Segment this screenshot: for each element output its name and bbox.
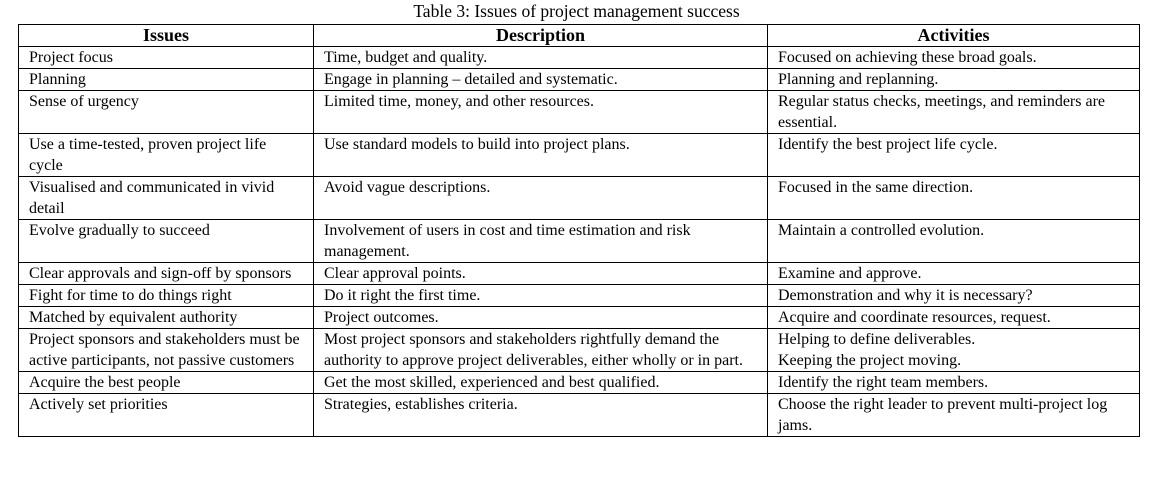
table-row [19,307,1140,329]
cell-activity: Maintain a controlled evolution. [768,220,1140,263]
cell-activity: Regular status checks, meetings, and reminders are essential. [768,91,1140,134]
table-row [19,329,1140,372]
cell-activity: Focused in the same direction. [768,177,1140,220]
cell-activity: Acquire and coordinate resources, request. [768,307,1140,329]
table-caption: Table 3: Issues of project management success [413,1,740,21]
table-row [19,91,1140,134]
table-row [19,285,1140,307]
cell-issue: Actively set priorities [19,394,314,437]
cell-description: Project outcomes. [314,307,768,329]
cell-description: Involvement of users in cost and time estimation and risk management. [314,220,768,263]
table-row [19,394,1140,437]
header-issues: Issues [19,25,314,47]
cell-activity: Focused on achieving these broad goals. [768,47,1140,69]
table-row [19,263,1140,285]
cell-issue: Sense of urgency [19,91,314,134]
cell-description: Engage in planning – detailed and systematic. [314,69,768,91]
cell-description: Clear approval points. [314,263,768,285]
header-description: Description [314,25,768,47]
table-row [19,69,1140,91]
cell-issue: Planning [19,69,314,91]
cell-issue: Fight for time to do things right [19,285,314,307]
cell-activity: Examine and approve. [768,263,1140,285]
header-activities: Activities [768,25,1140,47]
cell-issue: Matched by equivalent authority [19,307,314,329]
cell-issue: Evolve gradually to succeed [19,220,314,263]
cell-description: Strategies, establishes criteria. [314,394,768,437]
table-header-row [19,25,1140,47]
cell-issue: Project focus [19,47,314,69]
table-row [19,372,1140,394]
cell-description: Use standard models to build into project plans. [314,134,768,177]
table-row [19,134,1140,177]
cell-activity: Helping to define deliverables. Keeping the project moving. [768,329,1140,372]
cell-activity: Demonstration and why it is necessary? [768,285,1140,307]
table-row [19,177,1140,220]
cell-activity: Identify the best project life cycle. [768,134,1140,177]
cell-issue: Project sponsors and stakeholders must be active participants, not passive customers [19,329,314,372]
cell-description: Time, budget and quality. [314,47,768,69]
cell-description: Limited time, money, and other resources. [314,91,768,134]
cell-activity: Choose the right leader to prevent multi-project log jams. [768,394,1140,437]
cell-activity: Identify the right team members. [768,372,1140,394]
table-row [19,47,1140,69]
table-row [19,220,1140,263]
cell-issue: Visualised and communicated in vivid detail [19,177,314,220]
cell-description: Avoid vague descriptions. [314,177,768,220]
cell-issue: Use a time-tested, proven project life cycle [19,134,314,177]
cell-description: Most project sponsors and stakeholders rightfully demand the authority to approve project deliverables, either wholly or in part. [314,329,768,372]
cell-issue: Acquire the best people [19,372,314,394]
cell-activity: Planning and replanning. [768,69,1140,91]
cell-description: Get the most skilled, experienced and best qualified. [314,372,768,394]
cell-issue: Clear approvals and sign-off by sponsors [19,263,314,285]
issues-table [18,24,1140,437]
cell-description: Do it right the first time. [314,285,768,307]
